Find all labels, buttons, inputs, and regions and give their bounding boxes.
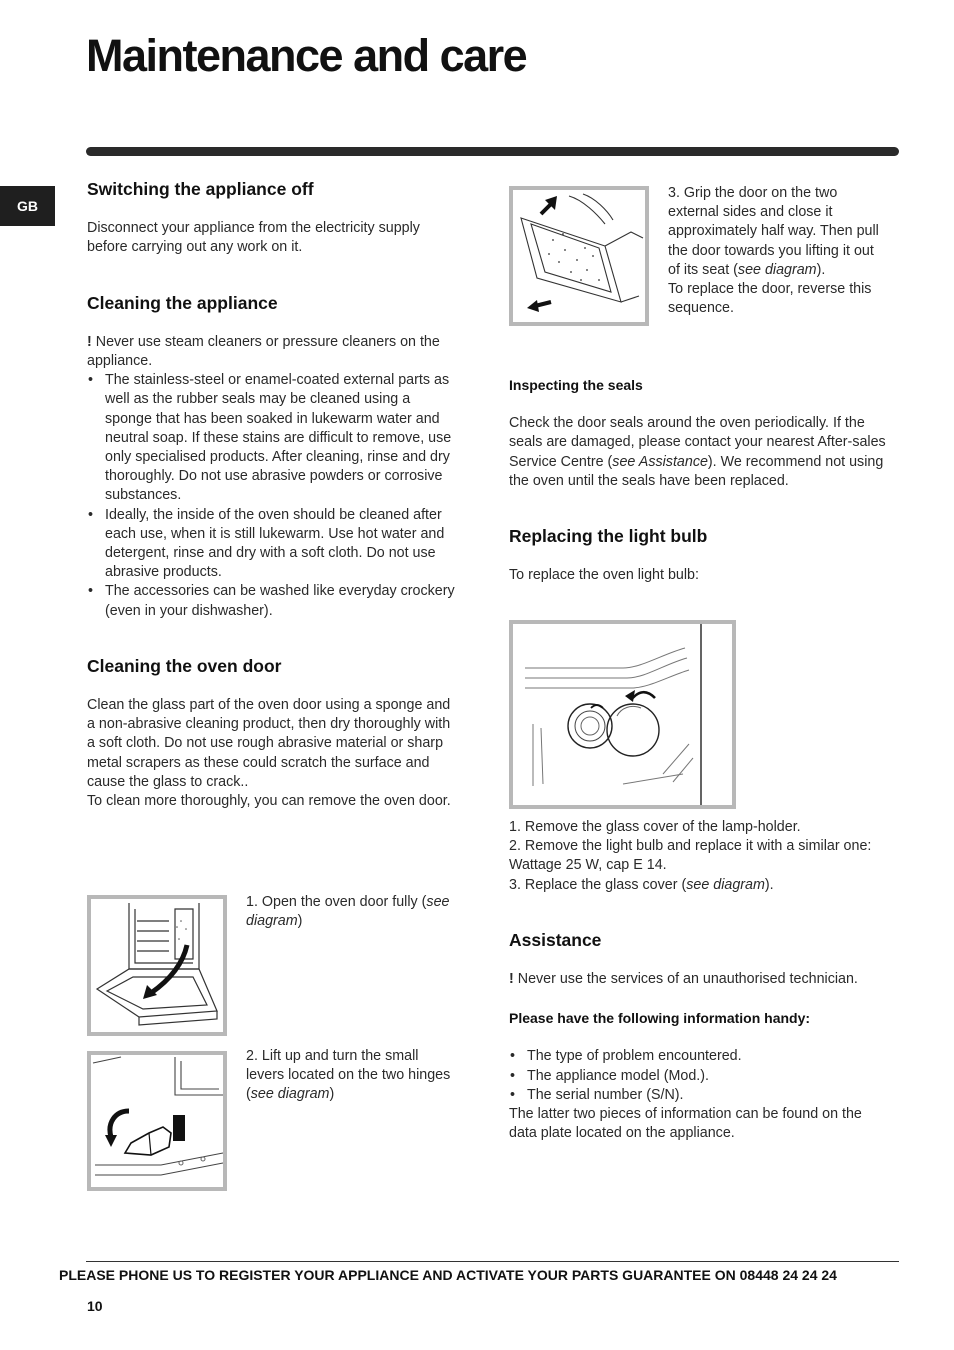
footer-divider (86, 1261, 899, 1262)
diagram-hinge-levers (87, 1051, 227, 1191)
see-diagram-ref: see diagram (246, 894, 450, 930)
door-body-2: To clean more thoroughly, you can remove the oven door. (87, 793, 451, 810)
seals-text-end: ). We recommend not using the oven until the seals have been replaced. (509, 453, 884, 489)
step-text: 1. Open the oven door fully ( (246, 894, 427, 910)
see-diagram-ref: see diagram (686, 876, 765, 893)
cleaning-warning (87, 333, 459, 371)
list-item: • The serial number (S/N). (509, 1086, 887, 1105)
assistance-warning (509, 970, 887, 989)
warning-mark: ! (509, 971, 514, 988)
cleaning-list (87, 371, 459, 621)
seals-text: Check the door seals around the oven periodically. If the seals are damaged, please contact your nearest After-sales Service Centre ( (509, 415, 886, 470)
bulb-steps (509, 818, 887, 1143)
page-number: 10 (87, 1298, 103, 1314)
step-text-end: ) (297, 913, 303, 930)
door-body: Clean the glass part of the oven door using a sponge and a non-abrasive cleaning product, then dry thoroughly with a soft cloth. Do not use rough abrasive material or sharp metal scrapers as these could scratch the surface and cause the glass to crack.. (87, 697, 451, 790)
right-column (509, 376, 887, 585)
warning-text: Never use the services of an unauthorised technician. (517, 971, 858, 988)
step-text-end: ). (764, 876, 774, 893)
warning-text: Never use steam cleaners or pressure cleaners on the appliance. (87, 333, 440, 370)
section-heading-door: Cleaning the oven door (87, 655, 282, 676)
see-diagram-ref: see diagram (250, 1086, 330, 1103)
replace-door-note: To replace the door, reverse this sequence. (668, 281, 872, 317)
door-step-1 (246, 893, 458, 931)
list-item: • The accessories can be washed like everyday crockery (even in your dishwasher). (87, 582, 459, 620)
step-text: 3. Grip the door on the two external sides and close it approximately half way. Then pull the door towards you lifting it out of its seat ( (668, 185, 879, 278)
list-item: • The appliance model (Mod.). (509, 1067, 887, 1086)
step-text: 2. Lift up and turn the small levers located on the two hinges ( (246, 1048, 451, 1103)
see-diagram-ref: see diagram (737, 261, 817, 278)
section-heading-assistance: Assistance (509, 929, 602, 950)
section-heading-bulb: Replacing the light bulb (509, 526, 708, 547)
diagram-light-bulb (509, 620, 736, 809)
section-heading-cleaning: Cleaning the appliance (87, 292, 278, 313)
door-step-3 (668, 184, 884, 318)
assistance-note: The latter two pieces of information can be found on the data plate located on the appliance. (509, 1106, 862, 1142)
left-column (87, 180, 459, 811)
assistance-list (509, 1047, 887, 1105)
seals-body (509, 414, 887, 491)
list-item: • The stainless-steel or enamel-coated external parts as well as the rubber seals may be cleaned using a sponge that has been soaked in lukewarm water and neutral soap. If these stains are difficult to remove, use only specialised products. After cleaning, rinse and dry thoroughly. Do not use abrasive powders or corrosive substances. (87, 371, 459, 505)
bulb-intro: To replace the oven light bulb: (509, 567, 699, 584)
step-text: 3. Replace the glass cover ( (509, 876, 687, 893)
title-divider (86, 147, 899, 156)
hinge-lever-illustration (91, 1055, 223, 1187)
oven-door-open-illustration (91, 899, 223, 1032)
door-removal-illustration (513, 190, 645, 322)
section-heading-switching: Switching the appliance off (87, 179, 314, 199)
diagram-remove-door (509, 186, 649, 326)
page-title: Maintenance and care (86, 30, 527, 81)
switching-body: Disconnect your appliance from the electricity supply before carrying out any work on it. (87, 220, 420, 256)
list-item: • The type of problem encountered. (509, 1047, 887, 1066)
diagram-open-door (87, 895, 227, 1036)
step-text-end: ). (816, 261, 826, 278)
bulb-step-2: 2. Remove the light bulb and replace it with a similar one: Wattage 25 W, cap E 14. (509, 838, 872, 874)
list-item: • Ideally, the inside of the oven should be cleaned after each use, when it is still lukewarm. Use hot water and detergent, rinse and dry with a soft cloth. Do not use abrasive products. (87, 506, 459, 583)
door-step-2 (246, 1047, 458, 1105)
see-assistance-ref: see Assistance (612, 453, 708, 470)
lamp-holder-illustration (513, 624, 732, 805)
language-tab: GB (0, 186, 55, 226)
warning-mark: ! (87, 333, 92, 350)
bulb-step-3 (509, 876, 887, 895)
step-text-end: ) (329, 1086, 335, 1103)
section-heading-seals: Inspecting the seals (509, 377, 643, 393)
bulb-step-1: 1. Remove the glass cover of the lamp-holder. (509, 819, 801, 835)
assistance-subheading: Please have the following information handy: (509, 1010, 811, 1027)
footer-guarantee-text: PLEASE PHONE US TO REGISTER YOUR APPLIANCE AND ACTIVATE YOUR PARTS GUARANTEE ON 08448 24 24 24 (59, 1267, 837, 1283)
